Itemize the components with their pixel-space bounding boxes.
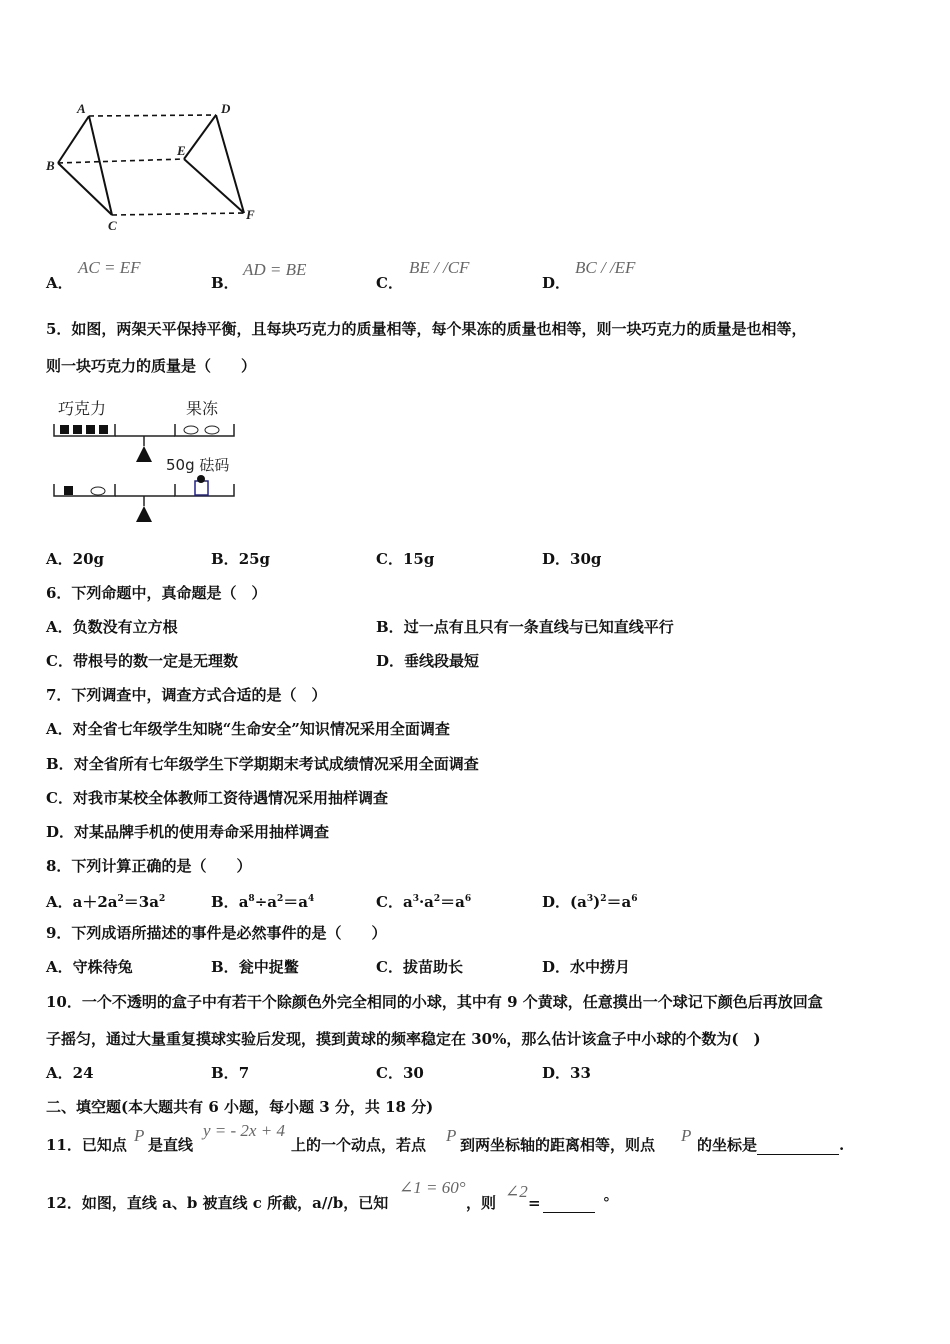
q12-text-3: = ° (528, 1194, 611, 1212)
chocolate-block (64, 486, 73, 495)
prism-figure (40, 95, 280, 240)
q5-line2: 则一块巧克力的质量是（ ） (46, 357, 257, 375)
weight-icon (195, 481, 208, 495)
q5-line1: 5．如图，两架天平保持平衡，且每块巧克力的质量相等，每个果冻的质量也相等，则一块巧克力的质量是也相等， (46, 320, 807, 338)
q4-option-d-expr: BC / /EF (575, 258, 636, 277)
q7-option-a: A．对全省七年级学生知晓“生命安全”知识情况采用全面调查 (46, 720, 450, 738)
q7-stem: 7．下列调查中，调查方式合适的是（ ） (46, 686, 327, 704)
q12-answer-blank[interactable] (543, 1196, 595, 1213)
q10-line1: 10．一个不透明的盒子中有若干个除颜色外完全相同的小球，其中有 9 个黄球，任意摸出一个球记下颜色后再放回盒 (46, 993, 823, 1011)
jelly (91, 487, 105, 495)
q12-text-1: 12．如图，直线 a、b 被直线 c 所截，a//b，已知 (46, 1194, 389, 1212)
q9-option-c: C．拔苗助长 (376, 958, 463, 976)
q6-option-c: C．带根号的数一定是无理数 (46, 652, 238, 670)
q6-stem: 6．下列命题中，真命题是（ ） (46, 584, 267, 602)
label-b: B (46, 158, 55, 173)
chocolate-block (60, 425, 69, 434)
q7-option-d: D．对某品牌手机的使用寿命采用抽样调查 (46, 823, 330, 841)
label-a: A (77, 101, 86, 116)
q4-option-b-expr: AD = BE (243, 260, 307, 279)
q11-text-3: 上的一个动点，若点 (291, 1136, 427, 1154)
q11-answer-blank[interactable] (757, 1138, 839, 1155)
q9-option-b: B．瓮中捉鳖 (211, 958, 299, 976)
weight-label: 50g 砝码 (166, 456, 230, 474)
chocolate-block (99, 425, 108, 434)
label-e: E (177, 143, 186, 158)
q11-point-p: P (134, 1126, 145, 1145)
q10-option-d: D．33 (542, 1064, 591, 1082)
section-heading: 二、填空题(本大题共有 6 小题，每小题 3 分，共 18 分) (46, 1098, 434, 1116)
q7-option-b: B．对全省所有七年级学生下学期期末考试成绩情况采用全面调查 (46, 755, 479, 773)
q5-option-b: B．25g (211, 550, 271, 568)
q9-stem: 9．下列成语所描述的事件是必然事件的是（ ） (46, 924, 387, 942)
q11-point-p2: P (446, 1126, 457, 1145)
chocolate-block (73, 425, 82, 434)
q5-option-c: C．15g (376, 550, 435, 568)
q10-option-b: B．7 (211, 1064, 250, 1082)
jelly (184, 426, 198, 434)
q12-angle-2: ∠2 (505, 1182, 528, 1201)
q4-option-a: A． (46, 274, 73, 292)
q6-option-a: A．负数没有立方根 (46, 618, 178, 636)
label-f: F (246, 207, 255, 222)
q4-option-c: C． (376, 274, 403, 292)
q11-text-2: 是直线 (148, 1136, 194, 1154)
q10-option-a: A．24 (46, 1064, 94, 1082)
fulcrum-icon (136, 506, 152, 522)
q9-option-d: D．水中捞月 (542, 958, 631, 976)
q8-option-a: A．$a+2a^2=3a^2$ (46, 893, 166, 911)
q5-option-d: D．30g (542, 550, 602, 568)
q12-angle-1: ∠1 = 60° (399, 1178, 466, 1197)
q8-option-c: C．$a^3\cdot a^2=a^6$ (376, 893, 472, 911)
chocolate-block (86, 425, 95, 434)
q11-text-1: 11．已知点 (46, 1136, 127, 1154)
label-c: C (108, 218, 117, 233)
q4-option-a-expr: AC = EF (78, 258, 141, 277)
q7-option-c: C．对我市某校全体教师工资待遇情况采用抽样调查 (46, 789, 388, 807)
q10-line2: 子摇匀，通过大量重复摸球实验后发现，摸到黄球的频率稳定在 30%，那么估计该盒子中小球的个数为( ) (46, 1030, 761, 1048)
q11-text-5: 的坐标是 . (697, 1136, 845, 1154)
balance-scales-figure (40, 392, 250, 527)
fulcrum-icon (136, 446, 152, 462)
q10-option-c: C．30 (376, 1064, 424, 1082)
q4-option-b: B． (211, 274, 239, 292)
jelly (205, 426, 219, 434)
q11-text-4: 到两坐标轴的距离相等，则点 (460, 1136, 656, 1154)
q11-line-equation: y = - 2x + 4 (203, 1121, 285, 1140)
q8-option-b: B．$a^8\div a^2=a^4$ (211, 893, 315, 911)
q8-option-d: D．$(a^3)^2=a^6$ (542, 893, 638, 911)
jelly-label: 果冻 (186, 399, 219, 418)
q8-stem: 8．下列计算正确的是（ ） (46, 857, 252, 875)
q11-point-p3: P (681, 1126, 692, 1145)
label-d: D (221, 101, 231, 116)
q5-option-a: A．20g (46, 550, 105, 568)
q9-option-a: A．守株待兔 (46, 958, 133, 976)
q12-text-2: ，则 (466, 1194, 497, 1212)
q6-option-d: D．垂线段最短 (376, 652, 480, 670)
q4-option-d: D． (542, 274, 571, 292)
chocolate-label: 巧克力 (58, 399, 107, 418)
q6-option-b: B．过一点有且只有一条直线与已知直线平行 (376, 618, 674, 636)
q4-option-c-expr: BE / /CF (409, 258, 470, 277)
